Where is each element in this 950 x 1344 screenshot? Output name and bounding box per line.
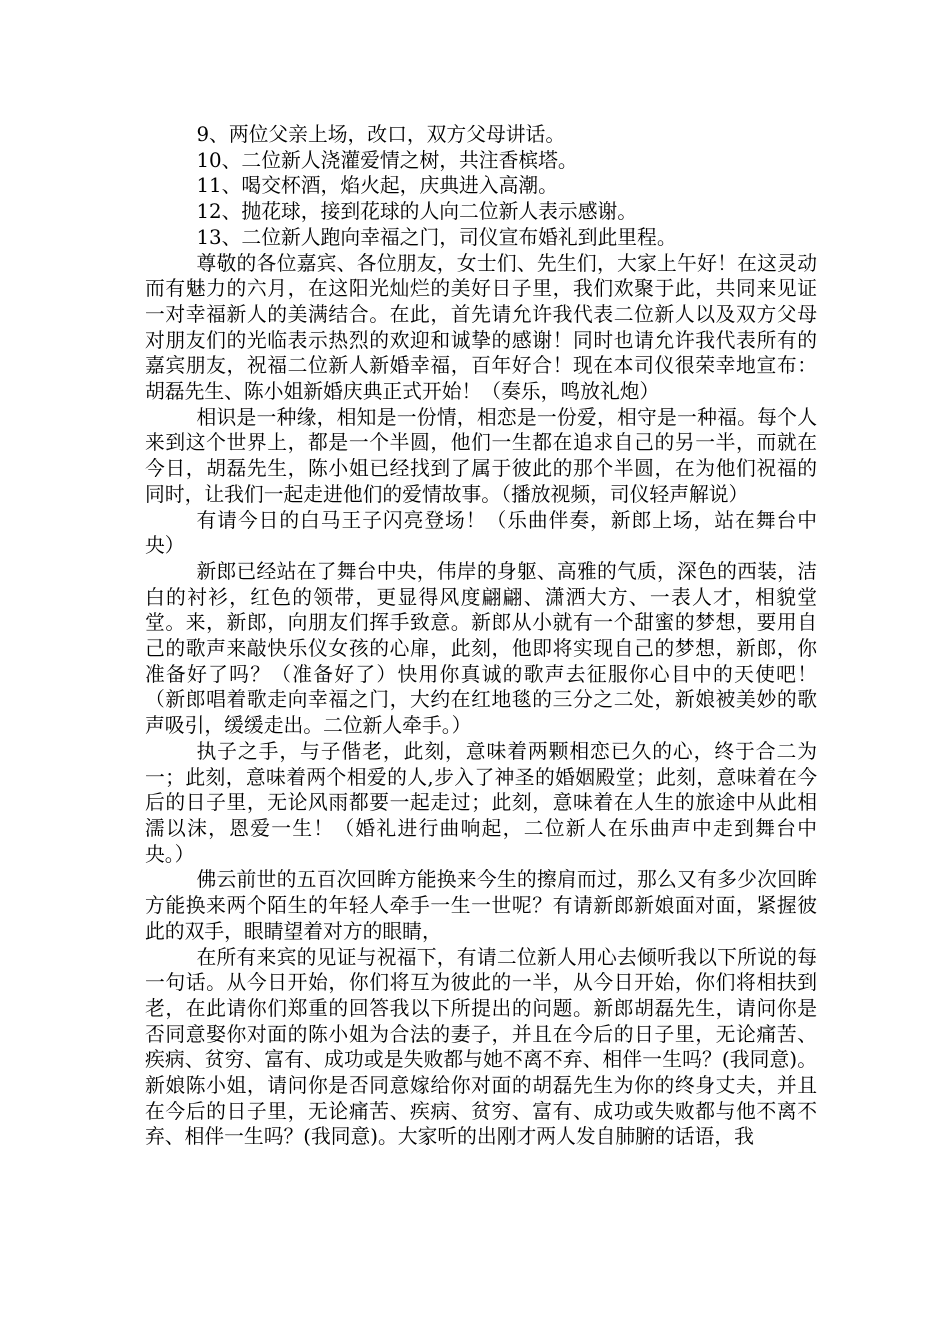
paragraph-item-13: 13、二位新人跑向幸福之门，司仪宣布婚礼到此里程。 [196,225,677,249]
paragraph-item-11: 11、喝交杯酒，焰火起，庆典进入高潮。 [196,174,558,198]
paragraph-opening-greeting: 尊敬的各位嘉宾、各位朋友，女士们、先生们，大家上午好！在这灵动而有魅力的六月，在这阳光灿烂的美好日子里，我们欢聚于此，共同来见证一对幸福新人的美满结合。在此，首先请允许我代表二位新人以及双方父母对朋友们的光临表示热烈的欢迎和诚挚的感谢！同时也请允许我代表所有的嘉宾朋友，祝福二位新人新婚幸福，百年好合！现在本司仪很荣幸地宣布：胡磊先生、陈小姐新婚庆典正式开始！（奏乐，鸣放礼炮） [145,251,817,404]
paragraph-item-10: 10、二位新人浇灌爱情之树，共注香槟塔。 [196,148,578,172]
paragraph-item-12: 12、抛花球，接到花球的人向二位新人表示感谢。 [196,200,638,224]
paragraph-vows: 在所有来宾的见证与祝福下，有请二位新人用心去倾听我以下所说的每一句话。从今日开始，你们将互为彼此的一半，从今日开始，你们将相扶到老，在此请你们郑重的回答我以下所提出的问题。新郎胡磊先生，请问你是否同意娶你对面的陈小姐为合法的妻子，并且在今后的日子里，无论痛苦、疾病、贫穷、富有、成功或是失败都与她不离不弃、相伴一生吗？(我同意)。新娘陈小姐，请问你是否同意嫁给你对面的胡磊先生为你的终身丈夫，并且在今后的日子里，无论痛苦、疾病、贫穷、富有、成功或失败都与他不离不弃、相伴一生吗？(我同意)。大家听的出刚才两人发自肺腑的话语，我 [145,945,817,1149]
paragraph-item-9: 9、两位父亲上场，改口，双方父母讲话。 [196,123,566,146]
paragraph-face-to-face: 佛云前世的五百次回眸方能换来今生的擦肩而过，那么又有多少次回眸方能换来两个陌生的年轻人牵手一生一世呢？有请新郎新娘面对面，紧握彼此的双手，眼睛望着对方的眼睛， [145,868,817,943]
paragraph-love-story: 相识是一种缘，相知是一份情，相恋是一份爱，相守是一种福。每个人来到这个世界上，都是一个半圆，他们一生都在追求自己的另一半，而就在今日，胡磊先生，陈小姐已经找到了属于彼此的那个半圆，在为他们祝福的同时，让我们一起走进他们的爱情故事。（播放视频，司仪轻声解说） [145,405,817,506]
paragraph-hand-in-hand: 执子之手，与子偕老，此刻，意味着两颗相恋已久的心，终于合二为一；此刻，意味着两个相爱的人,步入了神圣的婚姻殿堂；此刻，意味着在今后的日子里，无论风雨都要一起走过；此刻，意味着在人生的旅途中从此相濡以沫，恩爱一生！（婚礼进行曲响起，二位新人在乐曲声中走到舞台中央。） [145,739,817,866]
paragraph-groom-description: 新郎已经站在了舞台中央，伟岸的身躯、高雅的气质，深色的西装，洁白的衬衫，红色的领带，更显得风度翩翩、潇洒大方、一表人才，相貌堂堂。来，新郎，向朋友们挥手致意。新郎从小就有一个甜蜜的梦想，要用自己的歌声来敲快乐仪女孩的心扉，此刻，他即将实现自己的梦想，新郎，你准备好了吗？（准备好了）快用你真诚的歌声去征服你心目中的天使吧！（新郎唱着歌走向幸福之门，大约在红地毯的三分之二处，新娘被美妙的歌声吸引，缓缓走出。二位新人牵手。） [145,559,817,738]
document-body [145,122,817,1150]
paragraph-groom-entrance: 有请今日的白马王子闪亮登场！（乐曲伴奏，新郎上场，站在舞台中央） [145,508,817,558]
